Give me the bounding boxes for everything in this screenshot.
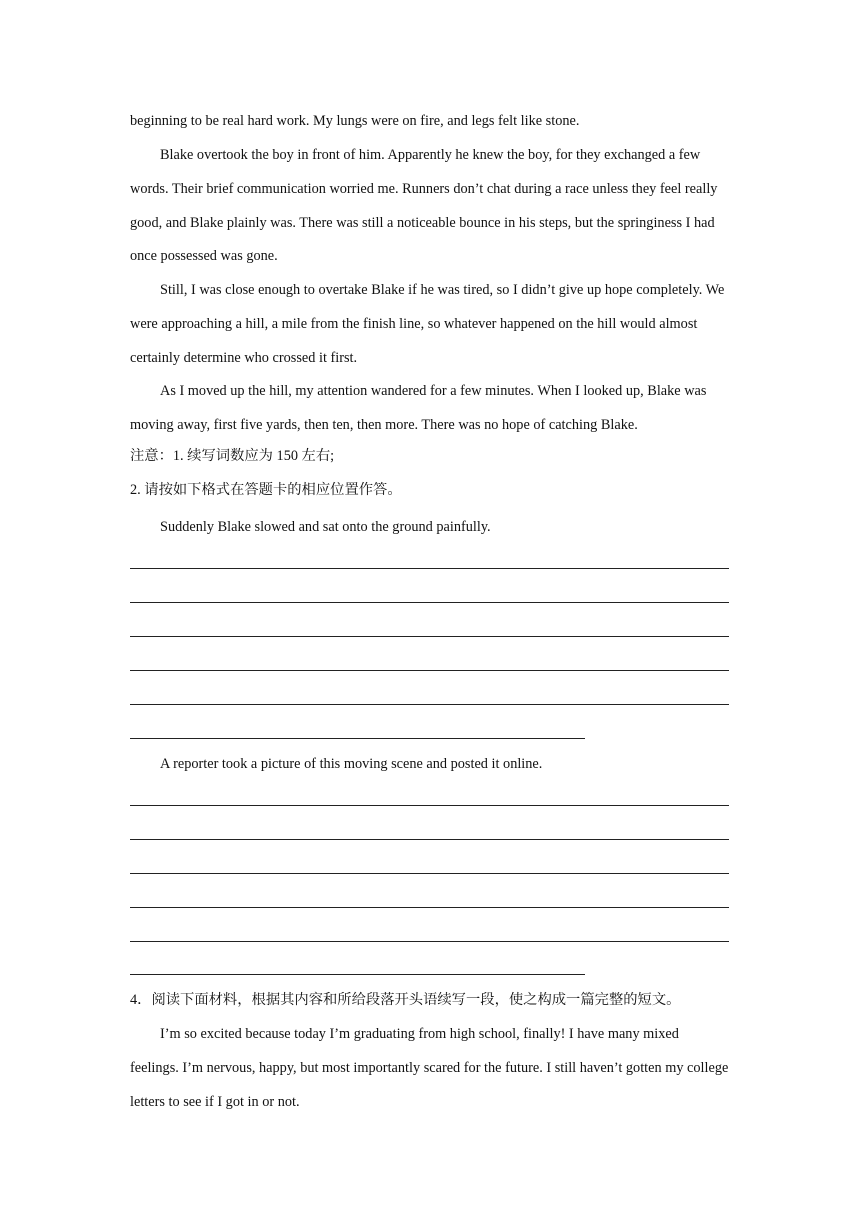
answer-line	[130, 907, 729, 908]
prompt-second-paragraph: A reporter took a picture of this moving scene and posted it online.	[160, 756, 543, 772]
answer-line	[130, 805, 729, 806]
question-4-instruction: 4．阅读下面材料，根据其内容和所给段落开头语续写一段，使之构成一篇完整的短文。	[130, 992, 681, 1008]
note-answer-format: 2. 请按如下格式在答题卡的相应位置作答。	[130, 482, 402, 498]
answer-line	[130, 941, 729, 942]
answer-line	[130, 839, 729, 840]
answer-line	[130, 636, 729, 637]
prompt-first-paragraph: Suddenly Blake slowed and sat onto the ground painfully.	[160, 519, 491, 535]
answer-line	[130, 670, 729, 671]
answer-line	[130, 738, 585, 739]
answer-line	[130, 704, 729, 705]
answer-line	[130, 602, 729, 603]
paragraph-blake-overtook: Blake overtook the boy in front of him. Apparently he knew the boy, for they exchanged a few words. Their brief communication worried me. Runners don’t chat during a race unless they feel really good, and Blake plainly was. There was still a noticeable bounce in his steps, but the springiness I had once possessed was gone.	[130, 147, 718, 265]
paragraph-up-the-hill: As I moved up the hill, my attention wandered for a few minutes. When I looked up, Blake was moving away, first five yards, then ten, then more. There was no hope of catching Blake.	[130, 383, 707, 433]
paragraph-still-close: Still, I was close enough to overtake Blake if he was tired, so I didn’t give up hope completely. We were approaching a hill, a mile from the finish line, so whatever happened on the hill would almost certainly determine who crossed it first.	[130, 282, 725, 366]
note-word-count: 注意：1. 续写词数应为 150 左右;	[130, 448, 335, 464]
answer-line	[130, 568, 729, 569]
answer-line	[130, 873, 729, 874]
answer-line	[130, 974, 585, 975]
question-4-paragraph: I’m so excited because today I’m graduating from high school, finally! I have many mixed feelings. I’m nervous, happy, but most importantly scared for the future. I still haven’t gotten my college letters to see if I got in or not.	[130, 1026, 729, 1110]
paragraph-continuation: beginning to be real hard work. My lungs were on fire, and legs felt like stone.	[130, 113, 580, 129]
